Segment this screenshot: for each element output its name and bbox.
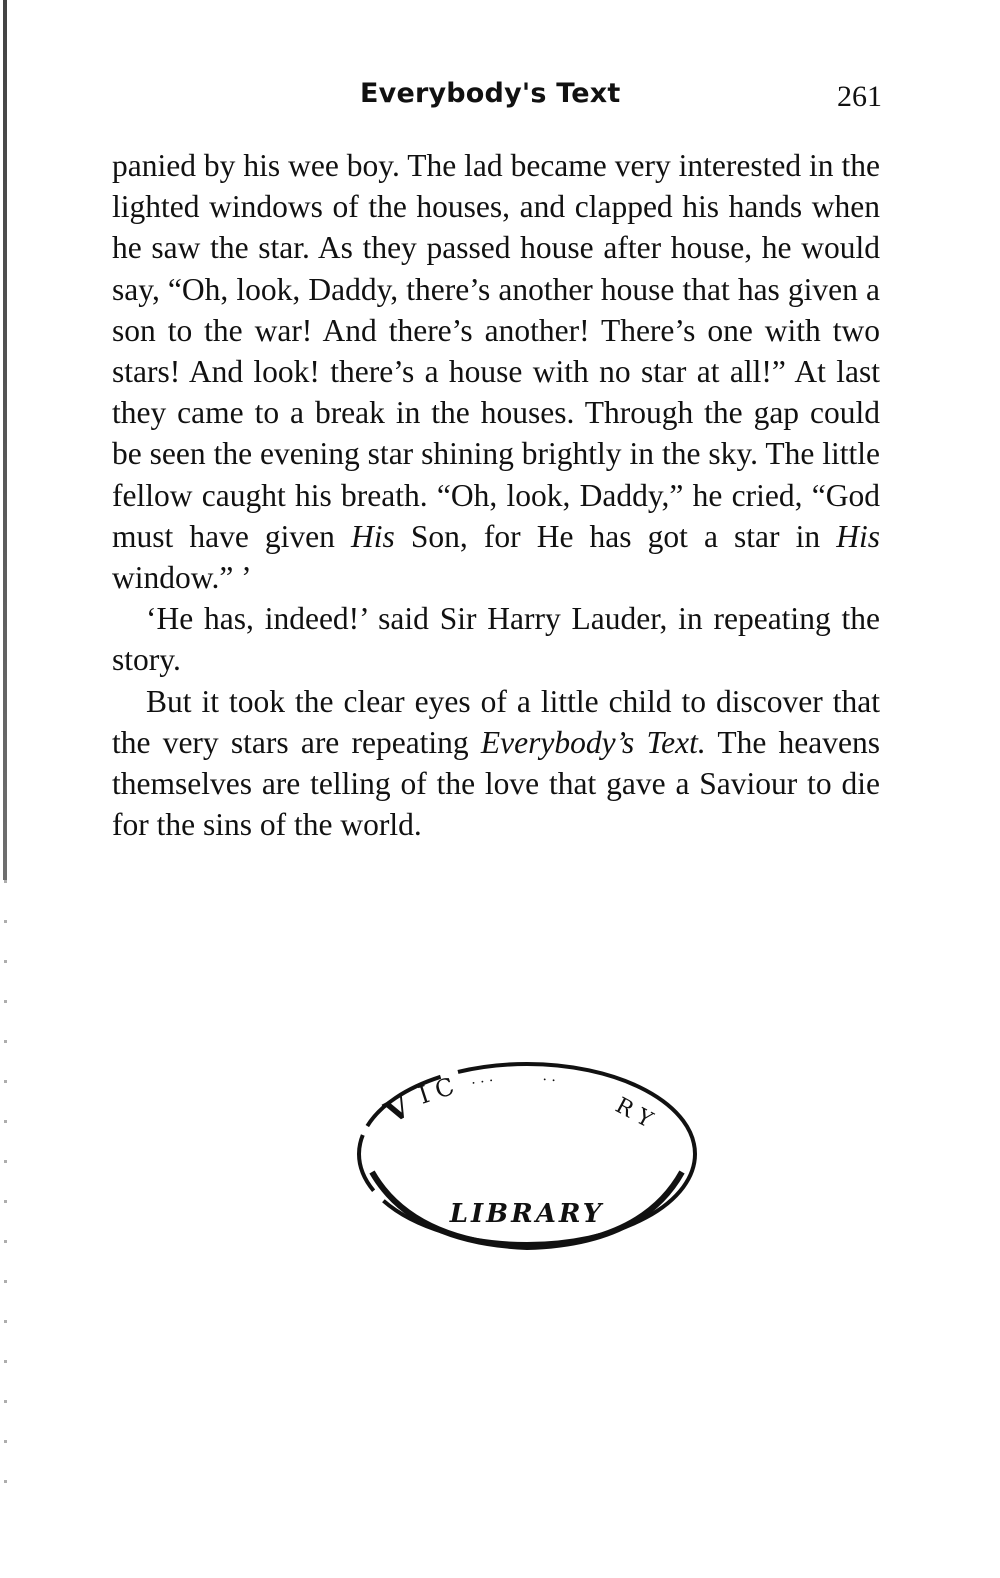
paragraph-3-italic: Everybody’s Text. (480, 724, 706, 760)
paragraph-1-text-a: panied by his wee boy. The lad became very interested in the lighted windows of the houses, and clapped his hands when he saw the star. As they passed house after house, he would say, “Oh, look, Daddy, there’s another house that has given a son to the war! And there’s another! There’s one with two stars! And look! there’s a house with no star at all!” At last they came to a break in the houses. Through the gap could be seen the evening star shining brightly in the sky. The little fellow caught his breath. “Oh, look, Daddy,” he cried, “God must have given (112, 148, 880, 554)
svg-text:R Y: R Y (611, 1093, 657, 1134)
stamp-bottom-text: LIBRARY (449, 1199, 605, 1229)
scan-edge-marks (4, 880, 7, 1520)
scan-edge-shadow (3, 0, 7, 880)
paragraph-1-text-c: window.” ’ (112, 560, 252, 596)
paragraph-3-text-a: But it took the clear eyes of a little child to discover that the very stars are repeating (112, 683, 880, 760)
running-head (112, 78, 882, 122)
svg-text:· · ·: · · · (470, 1073, 495, 1092)
paragraph-1-italic-a: His (351, 518, 395, 554)
paragraph-1-italic-b: His (836, 518, 880, 554)
paragraph-3-text-b: The heavens themselves are telling of the love that gave a Saviour to die for the sins of the world. (112, 724, 880, 843)
library-stamp (352, 1052, 702, 1252)
running-title: Everybody's Text (360, 78, 621, 109)
body-text (112, 145, 880, 845)
paragraph-3 (112, 681, 880, 846)
paragraph-1 (112, 145, 880, 598)
paragraph-1-text-b: Son, for He has got a star in (394, 518, 837, 554)
svg-text:V: V (379, 1089, 417, 1132)
svg-text:I C: I C (415, 1072, 458, 1110)
stamp-top-lettering (378, 1072, 657, 1133)
svg-text:· ·: · · (541, 1072, 557, 1090)
page-number: 261 (837, 80, 882, 113)
paragraph-2: ‘He has, indeed!’ said Sir Harry Lauder, in repeating the story. (112, 601, 880, 678)
